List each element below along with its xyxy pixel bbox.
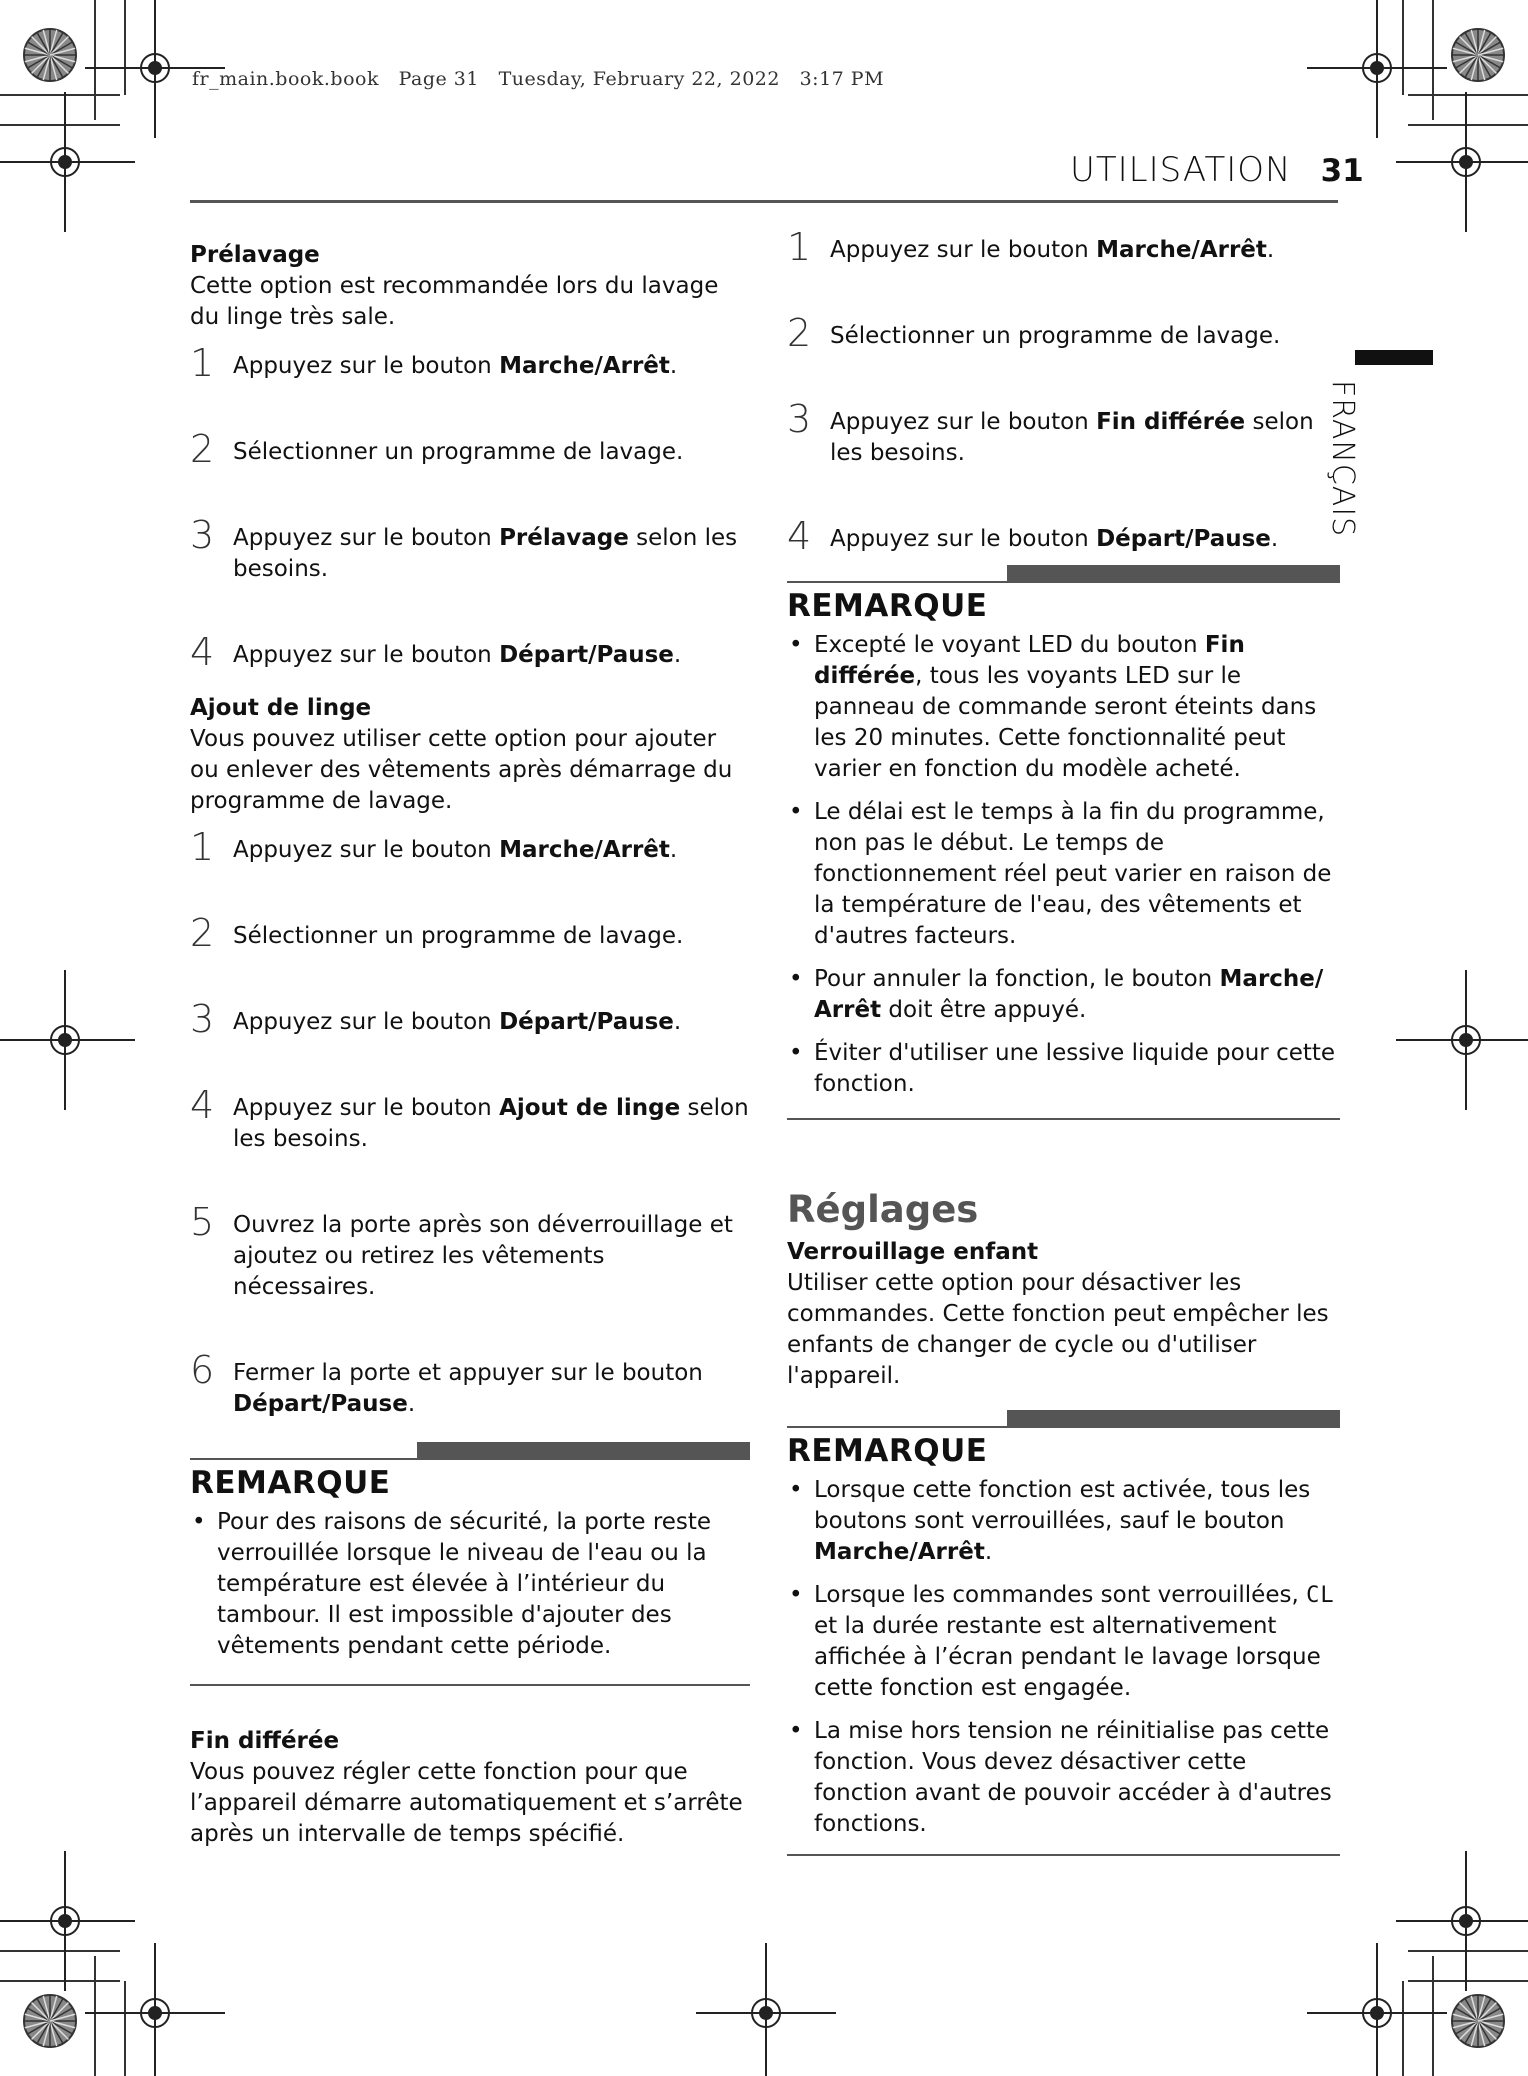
fin-title: Fin différée xyxy=(190,1728,340,1754)
ajout-section xyxy=(190,693,750,1420)
note-heading: REMARQUE xyxy=(787,588,988,624)
step-item xyxy=(190,427,750,471)
registration-rosette xyxy=(1452,1995,1504,2047)
reglages-section xyxy=(787,1188,1340,1392)
prelavage-steps xyxy=(190,341,750,674)
crosshair-mark xyxy=(696,1943,836,2076)
step-item xyxy=(190,997,750,1041)
step-item xyxy=(190,1200,750,1303)
registration-rosette xyxy=(24,1995,76,2047)
note-bullet: • Éviter d'utiliser une lessive liquide pour cette fonction. xyxy=(789,1040,1336,1097)
page-header xyxy=(1070,150,1364,190)
print-time: 3:17 PM xyxy=(799,68,885,90)
print-page: Page 31 xyxy=(398,68,479,90)
step-number: 2 xyxy=(190,427,215,471)
step-number: 4 xyxy=(190,630,215,674)
step-text: Appuyez sur le bouton Marche/Arrêt. xyxy=(233,353,678,379)
note-bullet: • La mise hors tension ne réinitialise pas cette fonction. Vous devez désactiver cette fonction avant de pouvoir accéder à d'autres fonctions. xyxy=(789,1718,1332,1837)
step-item xyxy=(190,513,750,585)
step-number: 2 xyxy=(787,311,812,355)
crosshair-mark xyxy=(1307,0,1447,138)
note-bullet: • Lorsque cette fonction est activée, tous les boutons sont verrouillées, sauf le bouton Marche/Arrêt. xyxy=(789,1477,1311,1565)
note-bullet: • Pour annuler la fonction, le bouton Marche/ Arrêt doit être appuyé. xyxy=(789,966,1324,1023)
note-heading: REMARQUE xyxy=(190,1465,391,1501)
registration-rosette xyxy=(1452,29,1504,81)
step-item xyxy=(787,225,1340,269)
note-box xyxy=(787,565,1340,1120)
crosshair-mark xyxy=(1396,1851,1528,1991)
step-number: 3 xyxy=(190,997,215,1041)
step-number: 1 xyxy=(190,825,215,869)
crosshair-mark xyxy=(0,1851,135,1991)
step-number: 3 xyxy=(190,513,215,557)
step-item xyxy=(190,825,750,869)
step-text: Appuyez sur le bouton Marche/Arrêt. xyxy=(830,237,1275,263)
step-number: 5 xyxy=(190,1200,215,1244)
left-column xyxy=(190,240,750,1850)
lcd-cl-symbol: CL xyxy=(1306,1583,1335,1608)
print-file: fr_main.book.book xyxy=(192,68,379,90)
reglages-title: Réglages xyxy=(787,1188,979,1231)
note-bullet: • Excepté le voyant LED du bouton Fin différée, tous les voyants LED sur le panneau de commande seront éteints dans les 20 minutes. Cette fonctionnalité peut varier en fonction du modèle acheté. xyxy=(789,632,1317,782)
note-bottom-rule xyxy=(190,1684,750,1686)
note-box xyxy=(787,1410,1340,1856)
print-info-line xyxy=(192,68,884,90)
note-bullet: • Lorsque les commandes sont verrouillées, CL et la durée restante est alternativement affichée à l’écran pendant le lavage lorsque cette fonction est engagée. xyxy=(789,1582,1335,1701)
step-text: Appuyez sur le bouton Départ/Pause. xyxy=(233,642,682,668)
step-text: Appuyez sur le bouton Prélavage selon les besoins. xyxy=(233,525,738,582)
step-item xyxy=(190,341,750,385)
page-number: 31 xyxy=(1320,153,1364,189)
step-text: Ouvrez la porte après son déverrouillage et ajoutez ou retirez les vêtements nécessaires. xyxy=(233,1212,733,1300)
prelavage-title: Prélavage xyxy=(190,242,320,268)
ajout-desc: Vous pouvez utiliser cette option pour ajouter ou enlever des vêtements après démarrage du programme de lavage. xyxy=(190,726,733,814)
crosshair-mark xyxy=(1307,1943,1447,2076)
verrouillage-desc: Utiliser cette option pour désactiver les commandes. Cette fonction peut empêcher les enfants de changer de cycle ou d'utiliser l'appareil. xyxy=(787,1270,1329,1389)
note-box xyxy=(190,1442,750,1686)
note-top-rule xyxy=(190,1442,750,1460)
step-item xyxy=(787,311,1340,355)
step-item xyxy=(190,1083,750,1155)
fin-steps xyxy=(787,225,1340,558)
crosshair-mark xyxy=(85,1943,225,2076)
note-heading: REMARQUE xyxy=(787,1433,988,1469)
fin-desc: Vous pouvez régler cette fonction pour que l’appareil démarre automatiquement et s’arrête après un intervalle de temps spécifié. xyxy=(190,1759,743,1847)
step-text: Appuyez sur le bouton Fin différée selon les besoins. xyxy=(830,409,1314,466)
right-column xyxy=(787,225,1340,1856)
prelavage-section xyxy=(190,240,750,674)
step-text: Sélectionner un programme de lavage. xyxy=(830,323,1281,349)
step-item xyxy=(787,397,1340,469)
step-item xyxy=(787,514,1340,558)
prelavage-desc: Cette option est recommandée lors du lavage du linge très sale. xyxy=(190,273,719,330)
step-number: 1 xyxy=(787,225,812,269)
step-item xyxy=(190,911,750,955)
registration-rosette xyxy=(24,29,76,81)
step-text: Sélectionner un programme de lavage. xyxy=(233,923,684,949)
ajout-steps xyxy=(190,825,750,1420)
section-title: UTILISATION xyxy=(1070,150,1292,190)
step-number: 3 xyxy=(787,397,812,441)
step-number: 6 xyxy=(190,1348,215,1392)
step-text: Appuyez sur le bouton Départ/Pause. xyxy=(233,1009,682,1035)
crosshair-mark xyxy=(1396,92,1528,232)
step-text: Appuyez sur le bouton Marche/Arrêt. xyxy=(233,837,678,863)
note-bullet: • Le délai est le temps à la fin du programme, non pas le début. Le temps de fonctionnement réel peut varier en raison de la température de l'eau, des vêtements et d'autres facteurs. xyxy=(789,799,1332,949)
crosshair-mark xyxy=(1396,970,1528,1110)
language-tab: FRANÇAIS xyxy=(1325,380,1360,538)
note-top-rule xyxy=(787,565,1340,583)
step-item xyxy=(190,1348,750,1420)
note-bottom-rule xyxy=(787,1118,1340,1120)
step-text: Sélectionner un programme de lavage. xyxy=(233,439,684,465)
header-rule xyxy=(190,200,1338,203)
step-number: 2 xyxy=(190,911,215,955)
fin-section xyxy=(190,1726,750,1850)
step-number: 4 xyxy=(787,514,812,558)
step-number: 1 xyxy=(190,341,215,385)
note-top-rule xyxy=(787,1410,1340,1428)
step-text: Appuyez sur le bouton Départ/Pause. xyxy=(830,526,1279,552)
note-bullet: • Pour des raisons de sécurité, la porte reste verrouillée lorsque le niveau de l'eau ou la température est élevée à l’intérieur du tambour. Il est impossible d'ajouter des vêtements pendant cette période. xyxy=(192,1509,712,1659)
verrouillage-title: Verrouillage enfant xyxy=(787,1239,1039,1265)
crosshair-mark xyxy=(0,92,135,232)
ajout-title: Ajout de linge xyxy=(190,695,372,721)
step-text: Appuyez sur le bouton Ajout de linge selon les besoins. xyxy=(233,1095,749,1152)
print-date: Tuesday, February 22, 2022 xyxy=(498,68,780,90)
step-item xyxy=(190,630,750,674)
crosshair-mark xyxy=(0,970,135,1110)
language-tab-bar xyxy=(1355,350,1433,365)
step-number: 4 xyxy=(190,1083,215,1127)
note-bottom-rule xyxy=(787,1854,1340,1856)
step-text: Fermer la porte et appuyer sur le bouton Départ/Pause. xyxy=(233,1360,703,1417)
